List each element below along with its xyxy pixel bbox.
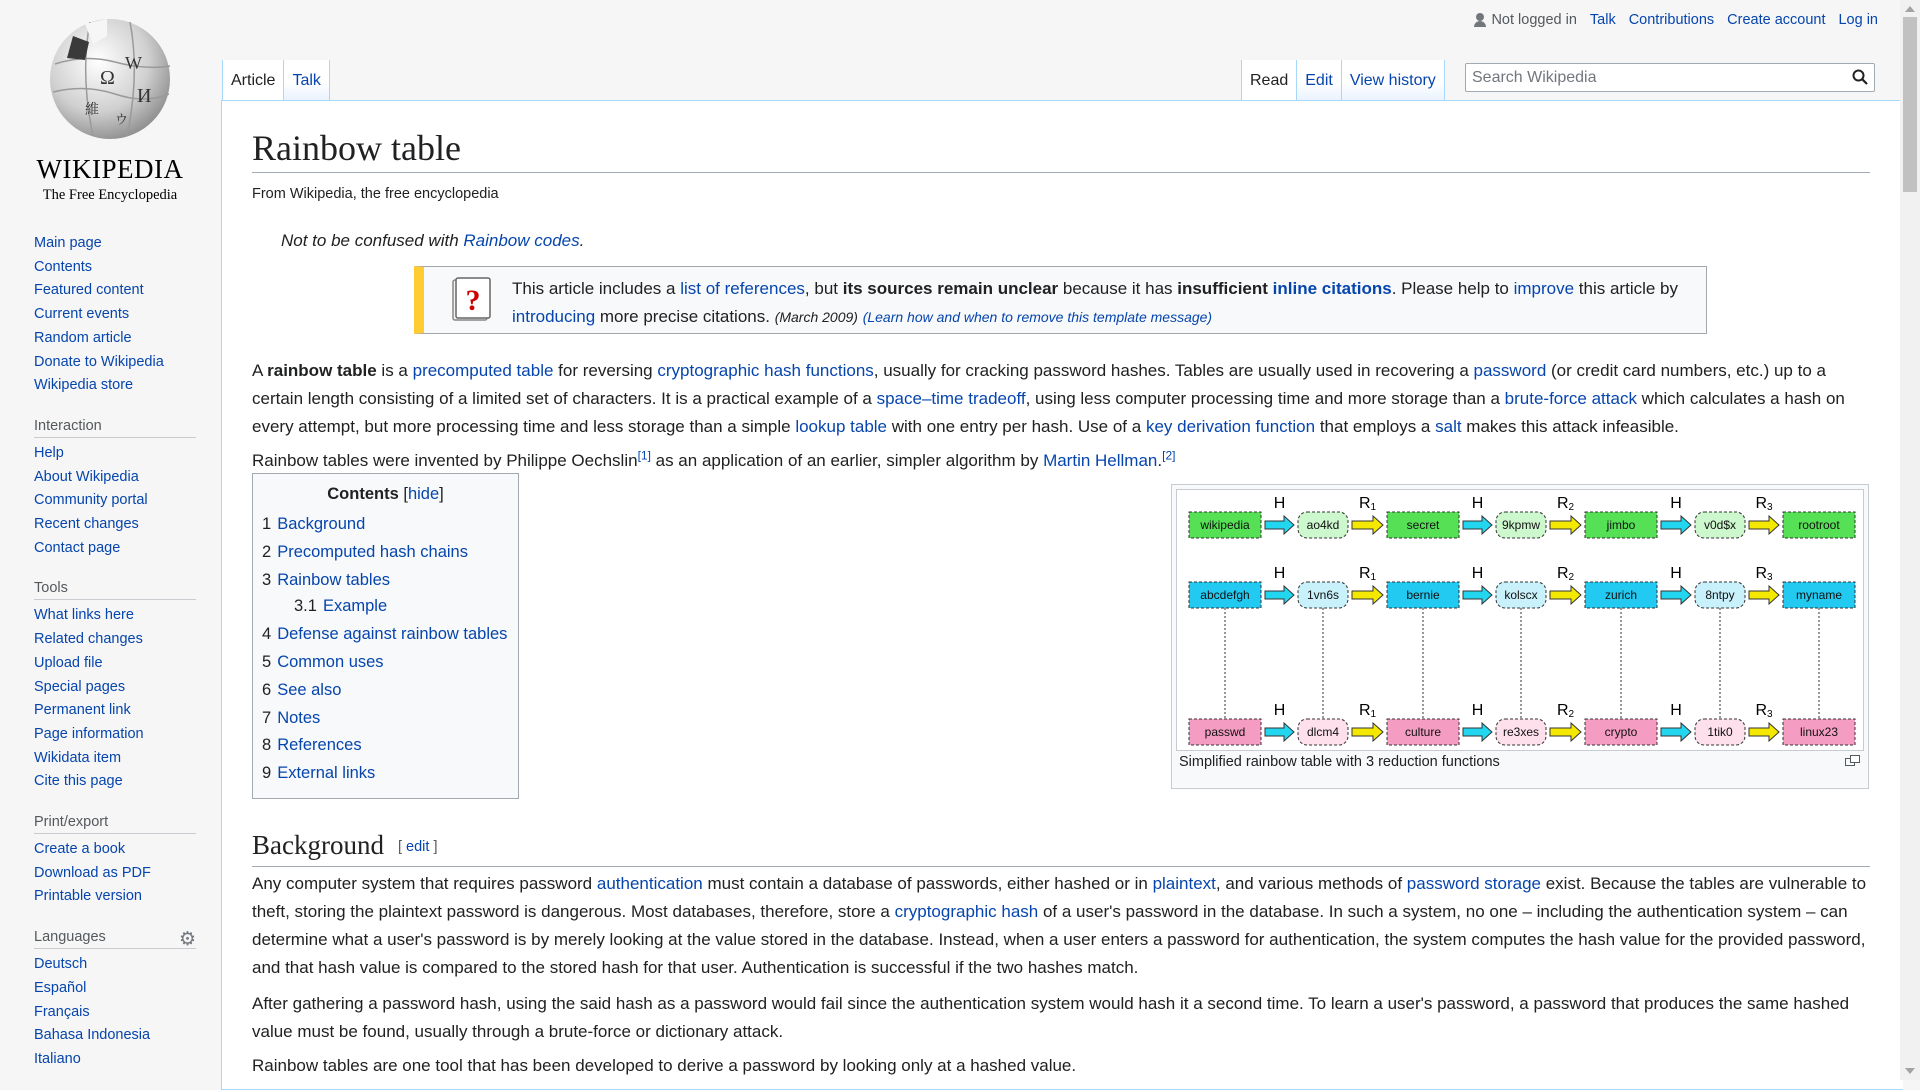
toc-link-common-uses[interactable]: Common uses [277, 653, 384, 671]
toc-number: 3 [262, 571, 272, 589]
sidebar-item-help[interactable]: Help [34, 444, 64, 461]
svg-text:?: ? [465, 284, 481, 317]
text: Any computer system that requires password [252, 874, 597, 893]
sidebar [34, 232, 198, 1072]
enlarge-icon[interactable] [1845, 755, 1860, 766]
text: for reversing [553, 361, 658, 380]
section-heading-background: Background [ edit ] [252, 828, 1870, 867]
wikipedia-logo[interactable] [30, 14, 190, 203]
notice-text: because it has [1058, 279, 1178, 298]
plaintext-link[interactable]: plaintext [1152, 874, 1216, 893]
operation-label: R3 [1755, 565, 1773, 583]
svg-text:維: 維 [85, 103, 99, 118]
reduction-arrow [1352, 723, 1383, 741]
node-label: v0d$x [1703, 518, 1737, 532]
toc-link-precomputed-hash-chains[interactable]: Precomputed hash chains [277, 543, 468, 561]
text: Rainbow tables were invented by Philippe Oechslin [252, 451, 638, 470]
create-account-link[interactable]: Create account [1727, 12, 1826, 28]
toc-number: 2 [262, 543, 272, 561]
sidebar-item-current-events[interactable]: Current events [34, 306, 130, 323]
node-label: culture [1404, 725, 1442, 739]
toc-link-notes[interactable]: Notes [277, 709, 321, 727]
key-derivation-function-link[interactable]: key derivation function [1145, 417, 1316, 436]
node-label: zurich [1604, 588, 1638, 602]
introducing-link[interactable]: introducing [512, 307, 596, 326]
user-icon [1473, 13, 1487, 27]
operation-label: R1 [1358, 565, 1377, 583]
sidebar-item-upload-file[interactable]: Upload file [34, 654, 103, 671]
view-tabs [1241, 60, 1445, 100]
not-logged-in [1473, 12, 1576, 28]
toc-entry[interactable] [262, 681, 341, 700]
site-subtitle: From Wikipedia, the free encyclopedia [252, 186, 499, 202]
notice-text: this article by [1574, 279, 1679, 298]
node-label: 1vn6s [1306, 588, 1340, 602]
text: , and various methods of [1215, 874, 1407, 893]
lookup-table-link[interactable]: lookup table [795, 417, 888, 436]
sidebar-item-random-article[interactable]: Random article [34, 329, 132, 346]
scroll-up-arrow[interactable] [1905, 6, 1915, 12]
sidebar-item-download-pdf[interactable]: Download as PDF [34, 864, 151, 881]
hash-arrow [1661, 516, 1691, 534]
tab-view-history[interactable]: View history [1342, 60, 1445, 100]
scroll-down-arrow[interactable] [1905, 1068, 1915, 1074]
notice-bold: insufficient [1177, 279, 1273, 298]
puzzle-globe-icon [45, 14, 175, 144]
text: which calculates a hash on every attempt, but more processing time and less storage than a simple [252, 389, 1845, 436]
operation-label: H [1273, 565, 1286, 582]
svg-text:Ω: Ω [100, 67, 115, 89]
sidebar-item-main-page[interactable]: Main page [34, 235, 102, 251]
node-label: secret [1406, 518, 1440, 532]
operation-label: R2 [1556, 702, 1575, 720]
sidebar-item-featured-content[interactable]: Featured content [34, 282, 144, 299]
operation-label: H [1471, 702, 1484, 719]
tab-talk[interactable]: Talk [284, 60, 329, 100]
text: , using less computer processing time and more storage than a [1025, 389, 1505, 408]
operation-label: R3 [1755, 495, 1773, 513]
node-label: 9kpmw [1501, 518, 1541, 532]
citation-notice [414, 266, 1707, 334]
toc-hide-button[interactable]: hide [407, 485, 440, 503]
sidebar-item-cite-this-page[interactable]: Cite this page [34, 773, 123, 790]
text: as an application of an earlier, simpler algorithm by [650, 451, 1044, 470]
toc-link-defense[interactable]: Defense against rainbow tables [277, 625, 508, 643]
hash-arrow [1463, 723, 1492, 741]
cryptographic-hash-link[interactable]: cryptographic hash [894, 902, 1039, 921]
hash-arrow [1661, 586, 1691, 604]
hatnote-prefix: Not to be confused with [281, 231, 464, 250]
sidebar-section-tools [34, 580, 198, 794]
node-label: crypto [1604, 725, 1638, 739]
sidebar-item-donate[interactable]: Donate to Wikipedia [34, 353, 164, 370]
text: with one entry per hash. Use of a [887, 417, 1146, 436]
background-paragraph-2: After gathering a password hash, using the said hash as a password would fail since the authentication system would hash it a second time. To learn a user's password, a password that produces the same hashed value must be found, usually through a brute-force or dictionary attack. [252, 994, 1850, 1041]
toc-number: 1 [262, 515, 272, 533]
sidebar-section-languages [34, 929, 198, 1072]
notice-date: (March 2009) [774, 309, 858, 325]
authentication-link[interactable]: authentication [596, 874, 703, 893]
scrollbar-thumb[interactable] [1903, 17, 1917, 192]
password-link[interactable]: password [1473, 361, 1547, 380]
precomputed-table-link[interactable]: precomputed table [412, 361, 554, 380]
svg-text:ウ: ウ [115, 112, 129, 127]
contributions-link[interactable]: Contributions [1628, 12, 1715, 28]
node-label: bernie [1406, 588, 1440, 602]
hash-arrow [1463, 516, 1492, 534]
rainbow-table-diagram[interactable] [1176, 489, 1864, 751]
node-label: dlcm4 [1306, 725, 1340, 739]
term-bold: rainbow table [267, 361, 377, 380]
operation-label: H [1471, 495, 1484, 512]
sidebar-item-page-information[interactable]: Page information [34, 725, 144, 742]
operation-label: R1 [1358, 702, 1377, 720]
learn-remove-link[interactable]: (Learn how and when to remove this template message) [862, 309, 1213, 325]
toc-link-background[interactable]: Background [277, 515, 366, 533]
node-label: 1tik0 [1707, 725, 1733, 739]
sidebar-item-lang-deutsch[interactable]: Deutsch [34, 956, 88, 973]
toc-entry[interactable] [262, 709, 320, 728]
node-label: myname [1795, 588, 1843, 602]
operation-label: H [1670, 565, 1682, 582]
text: . [1157, 451, 1163, 470]
sidebar-item-special-pages[interactable]: Special pages [34, 678, 126, 695]
toc-title: Contents [hide] [327, 485, 444, 503]
sidebar-item-wikidata-item[interactable]: Wikidata item [34, 749, 122, 766]
brute-force-attack-link[interactable]: brute-force attack [1504, 389, 1637, 408]
improve-link[interactable]: improve [1513, 279, 1575, 298]
martin-hellman-link[interactable]: Martin Hellman [1043, 451, 1158, 470]
background-paragraph-3: Rainbow tables are one tool that has been developed to derive a password by looking only at a hashed value. [252, 1056, 1077, 1075]
hash-arrow [1265, 516, 1294, 534]
text: makes this attack infeasible. [1461, 417, 1679, 436]
citation-notice-text [512, 275, 1692, 331]
node-label: kolscx [1504, 588, 1538, 602]
operation-label: H [1273, 702, 1286, 719]
space-time-tradeoff-link[interactable]: space–time tradeoff [876, 389, 1026, 408]
sidebar-heading-interaction: Interaction [34, 418, 196, 438]
sidebar-item-recent-changes[interactable]: Recent changes [34, 516, 139, 533]
page-title: Rainbow table [252, 125, 1870, 173]
tab-edit[interactable]: Edit [1297, 60, 1342, 100]
toc-number: 6 [262, 681, 272, 699]
reduction-arrow [1749, 723, 1779, 741]
operation-label: H [1670, 495, 1682, 512]
node-label: wikipedia [1200, 518, 1250, 532]
edit-section-link[interactable]: edit [406, 839, 430, 855]
sidebar-item-lang-francais[interactable]: Français [34, 1003, 90, 1020]
rainbow-table-svg [1177, 490, 1863, 750]
sidebar-item-lang-bahasa-indonesia[interactable]: Bahasa Indonesia [34, 1027, 151, 1044]
talk-link[interactable]: Talk [1589, 12, 1616, 28]
toc-number: 4 [262, 625, 272, 643]
toc-entry[interactable] [262, 653, 384, 672]
figure-caption: Simplified rainbow table with 3 reduction functions [1179, 754, 1500, 770]
node-label: passwd [1204, 725, 1246, 739]
operation-label: H [1273, 495, 1286, 512]
node-label: ao4kd [1306, 518, 1340, 532]
lead-paragraph-2 [252, 447, 1870, 475]
sidebar-heading-print: Print/export [34, 814, 196, 834]
node-label: jimbo [1606, 518, 1636, 532]
tab-read[interactable]: Read [1242, 60, 1297, 100]
toc-link-external-links[interactable]: External links [277, 764, 376, 782]
cryptographic-hash-functions-link[interactable]: cryptographic hash functions [657, 361, 874, 380]
operation-label: H [1670, 702, 1682, 719]
sidebar-heading-languages [34, 929, 196, 949]
sidebar-item-create-book[interactable]: Create a book [34, 841, 126, 858]
toc-link-example[interactable]: Example [322, 597, 388, 615]
rainbow-table-figure [1171, 484, 1869, 789]
toc-entry[interactable] [294, 597, 387, 616]
reduction-arrow [1749, 516, 1779, 534]
background-paragraph-1 [252, 870, 1870, 982]
hatnote [281, 231, 584, 251]
reduction-arrow [1749, 586, 1779, 604]
salt-link[interactable]: salt [1435, 417, 1462, 436]
notice-bold: its sources remain unclear [842, 279, 1059, 298]
node-label: 8ntpy [1705, 588, 1735, 602]
logo-tagline: The Free Encyclopedia [42, 187, 178, 203]
sidebar-item-contact-page[interactable]: Contact page [34, 539, 121, 556]
not-logged-in-label: Not logged in [1491, 12, 1577, 28]
text: , usually for cracking password hashes. Tables are usually used in recovering a [873, 361, 1474, 380]
reference-2-link[interactable]: [2] [1162, 448, 1176, 463]
toc-heading: Contents [327, 485, 399, 503]
operation-label: R2 [1556, 565, 1575, 583]
namespace-tabs [222, 60, 330, 100]
hash-arrow [1265, 723, 1294, 741]
search-icon[interactable] [1852, 69, 1868, 85]
reference-1-link[interactable]: [1] [637, 448, 651, 463]
reduction-arrow [1352, 586, 1383, 604]
hash-arrow [1661, 723, 1691, 741]
node-label: re3xes [1502, 725, 1540, 739]
node-label: abcdefgh [1200, 588, 1250, 602]
personal-tools [1473, 12, 1878, 28]
text: (or credit card numbers, etc.) up to a certain length consisting of a limited set of characters. It is a practical example of a [252, 361, 1826, 408]
sidebar-item-what-links-here[interactable]: What links here [34, 607, 134, 624]
toc-link-rainbow-tables[interactable]: Rainbow tables [277, 571, 391, 589]
toc-link-see-also[interactable]: See also [277, 681, 342, 699]
inline-citations-link[interactable]: inline citations [1272, 279, 1392, 298]
sidebar-item-printable-version[interactable]: Printable version [34, 888, 142, 905]
sidebar-item-store[interactable]: Wikipedia store [34, 377, 134, 394]
toc-link-references[interactable]: References [277, 736, 362, 754]
rainbow-codes-link[interactable]: Rainbow codes [463, 231, 580, 250]
toc-number: 5 [262, 653, 272, 671]
table-of-contents [252, 473, 519, 799]
section-title: Background [252, 830, 384, 860]
operation-label: R3 [1755, 702, 1773, 720]
hash-arrow [1265, 586, 1294, 604]
svg-text:W: W [125, 53, 142, 73]
notice-text: . Please help to [1391, 279, 1514, 298]
text: exist. Because the tables are vulnerable to theft, storing the plaintext password is dangerous. Most databases, therefore, store a [252, 874, 1867, 921]
sidebar-item-community-portal[interactable]: Community portal [34, 492, 148, 509]
sidebar-item-contents[interactable]: Contents [34, 258, 93, 275]
text: must contain a database of passwords, either hashed or in [702, 874, 1153, 893]
search-box [1465, 63, 1875, 92]
sidebar-item-lang-espanol[interactable]: Español [34, 979, 87, 996]
svg-text:И: И [137, 85, 152, 107]
sidebar-navigation [34, 232, 198, 398]
tab-article[interactable]: Article [223, 60, 284, 100]
page-scrollbar[interactable] [1900, 0, 1920, 1080]
toc-number: 8 [262, 736, 272, 754]
sidebar-heading-tools: Tools [34, 580, 196, 600]
sidebar-section-interaction [34, 418, 198, 561]
text: that employs a [1315, 417, 1436, 436]
node-label: rootroot [1798, 518, 1840, 532]
reduction-arrow [1352, 516, 1383, 534]
sidebar-item-related-changes[interactable]: Related changes [34, 631, 143, 648]
toc-number: 7 [262, 709, 272, 727]
toc-entry[interactable] [262, 764, 375, 783]
toc-entry[interactable] [262, 515, 365, 534]
log-in-link[interactable]: Log in [1838, 12, 1878, 28]
text: is a [376, 361, 413, 380]
notice-text: , but [804, 279, 843, 298]
content-panel [221, 100, 1903, 1090]
node-label: linux23 [1799, 725, 1839, 739]
list-of-references-link[interactable]: list of references [680, 279, 805, 298]
lead-paragraph [252, 357, 1870, 441]
reduction-arrow [1550, 516, 1581, 534]
hatnote-suffix: . [579, 231, 585, 250]
notice-text: more precise citations. [595, 307, 775, 326]
operation-label: R1 [1358, 495, 1377, 513]
notice-text: This article includes a [512, 279, 681, 298]
toc-entry[interactable] [262, 625, 507, 644]
sidebar-item-lang-italiano[interactable]: Italiano [34, 1050, 81, 1067]
sidebar-item-about[interactable]: About Wikipedia [34, 468, 139, 485]
gear-icon[interactable]: ⚙ [178, 929, 196, 951]
toc-entry[interactable] [262, 736, 362, 755]
operation-label: H [1471, 565, 1484, 582]
toc-number: 3.1 [294, 597, 317, 615]
languages-heading-label: Languages [34, 929, 106, 946]
text: A [252, 361, 268, 380]
password-storage-link[interactable]: password storage [1406, 874, 1541, 893]
hash-arrow [1463, 586, 1492, 604]
sidebar-section-print [34, 814, 198, 909]
search-input[interactable] [1466, 64, 1848, 91]
toc-entry[interactable] [262, 543, 468, 562]
toc-entry[interactable] [262, 571, 390, 590]
text: of a user's password in the database. In such a system, no one – including the authentication system – can determine what a user's password is by merely looking at the value stored in the database. Instead, when a user enters a password for authentication, the system computes the hash value for the provided password, and that hash value is compared to the stored hash for that user. Authentication is successful if the two hashes match. [252, 902, 1866, 977]
reduction-arrow [1550, 723, 1581, 741]
toc-number: 9 [262, 764, 272, 782]
operation-label: R2 [1556, 495, 1575, 513]
sidebar-item-permanent-link[interactable]: Permanent link [34, 702, 131, 719]
logo-wordmark: WIKIPEDIA [36, 154, 184, 184]
reduction-arrow [1550, 586, 1581, 604]
question-book-icon [450, 277, 492, 323]
